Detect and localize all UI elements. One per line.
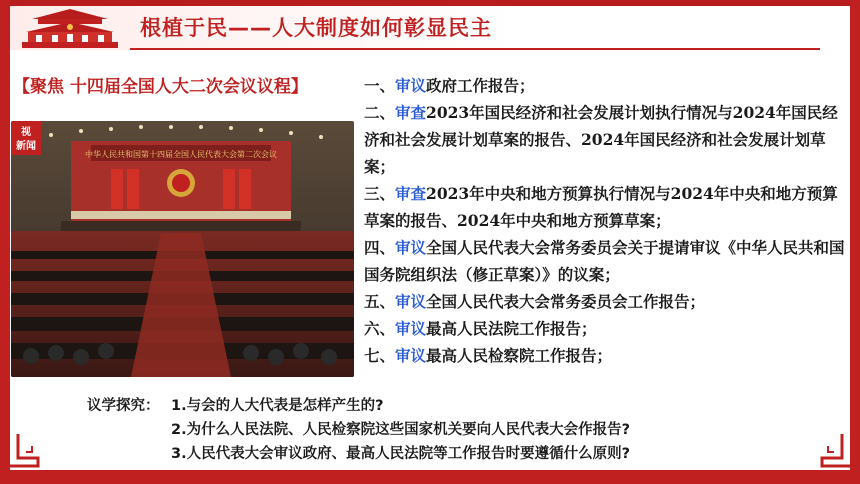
focus-heading: 【聚焦 十四届全国人大二次会议议程】	[13, 77, 308, 97]
agenda-verb: 审议	[395, 76, 427, 95]
agenda-item: 三、审查2023年中央和地方预算执行情况与2024年中央和地方预算草案的报告、2024年中央和地方预算草案；	[364, 184, 838, 230]
study-question: 2.为什么人民法院、人民检察院这些国家机关要向人民代表大会作报告?	[171, 422, 631, 438]
study-label: 议学探究：	[87, 398, 160, 414]
tiananmen-gate-icon	[22, 6, 118, 48]
page-title: 根植于民——人大制度如何彰显民主	[140, 16, 492, 40]
agenda-verb: 审议	[395, 346, 427, 365]
session-hall-photo	[11, 121, 354, 377]
frame-bottom-border	[0, 470, 860, 484]
study-row	[87, 442, 827, 466]
agenda-item: 六、审议最高人民法院工作报告；	[364, 319, 597, 338]
agenda-item: 二、审查2023年国民经济和社会发展计划执行情况与2024年国民经济和社会发展计划草案的报告、2024年国民经济和社会发展计划草案；	[364, 103, 838, 176]
agenda-verb: 审议	[395, 319, 427, 338]
study-row	[87, 394, 827, 418]
agenda-verb: 审查	[395, 103, 427, 122]
agenda-verb: 审查	[395, 184, 427, 203]
hall-illustration	[11, 121, 354, 377]
agenda-item: 一、审议政府工作报告；	[364, 76, 535, 95]
hall-banner: 中华人民共和国第十四届全国人民代表大会第二次会议	[85, 150, 277, 159]
study-questions	[87, 394, 827, 466]
corner-ornament-icon	[10, 434, 46, 470]
frame-left-border	[0, 0, 10, 484]
study-row	[87, 418, 827, 442]
news-badge-line1: 视	[21, 127, 31, 138]
study-question: 1.与会的人大代表是怎样产生的?	[171, 398, 384, 414]
news-badge-line2: 新闻	[16, 141, 36, 152]
header-underline	[130, 48, 820, 50]
agenda-list	[364, 72, 852, 369]
study-question: 3.人民代表大会审议政府、最高人民法院等工作报告时要遵循什么原则?	[171, 446, 631, 462]
agenda-item: 四、审议全国人民代表大会常务委员会关于提请审议《中华人民共和国国务院组织法（修正草案）》的议案；	[364, 238, 845, 284]
agenda-verb: 审议	[395, 238, 427, 257]
agenda-item: 七、审议最高人民检察院工作报告；	[364, 346, 613, 365]
agenda-item: 五、审议全国人民代表大会常务委员会工作报告；	[364, 292, 706, 311]
agenda-verb: 审议	[395, 292, 427, 311]
